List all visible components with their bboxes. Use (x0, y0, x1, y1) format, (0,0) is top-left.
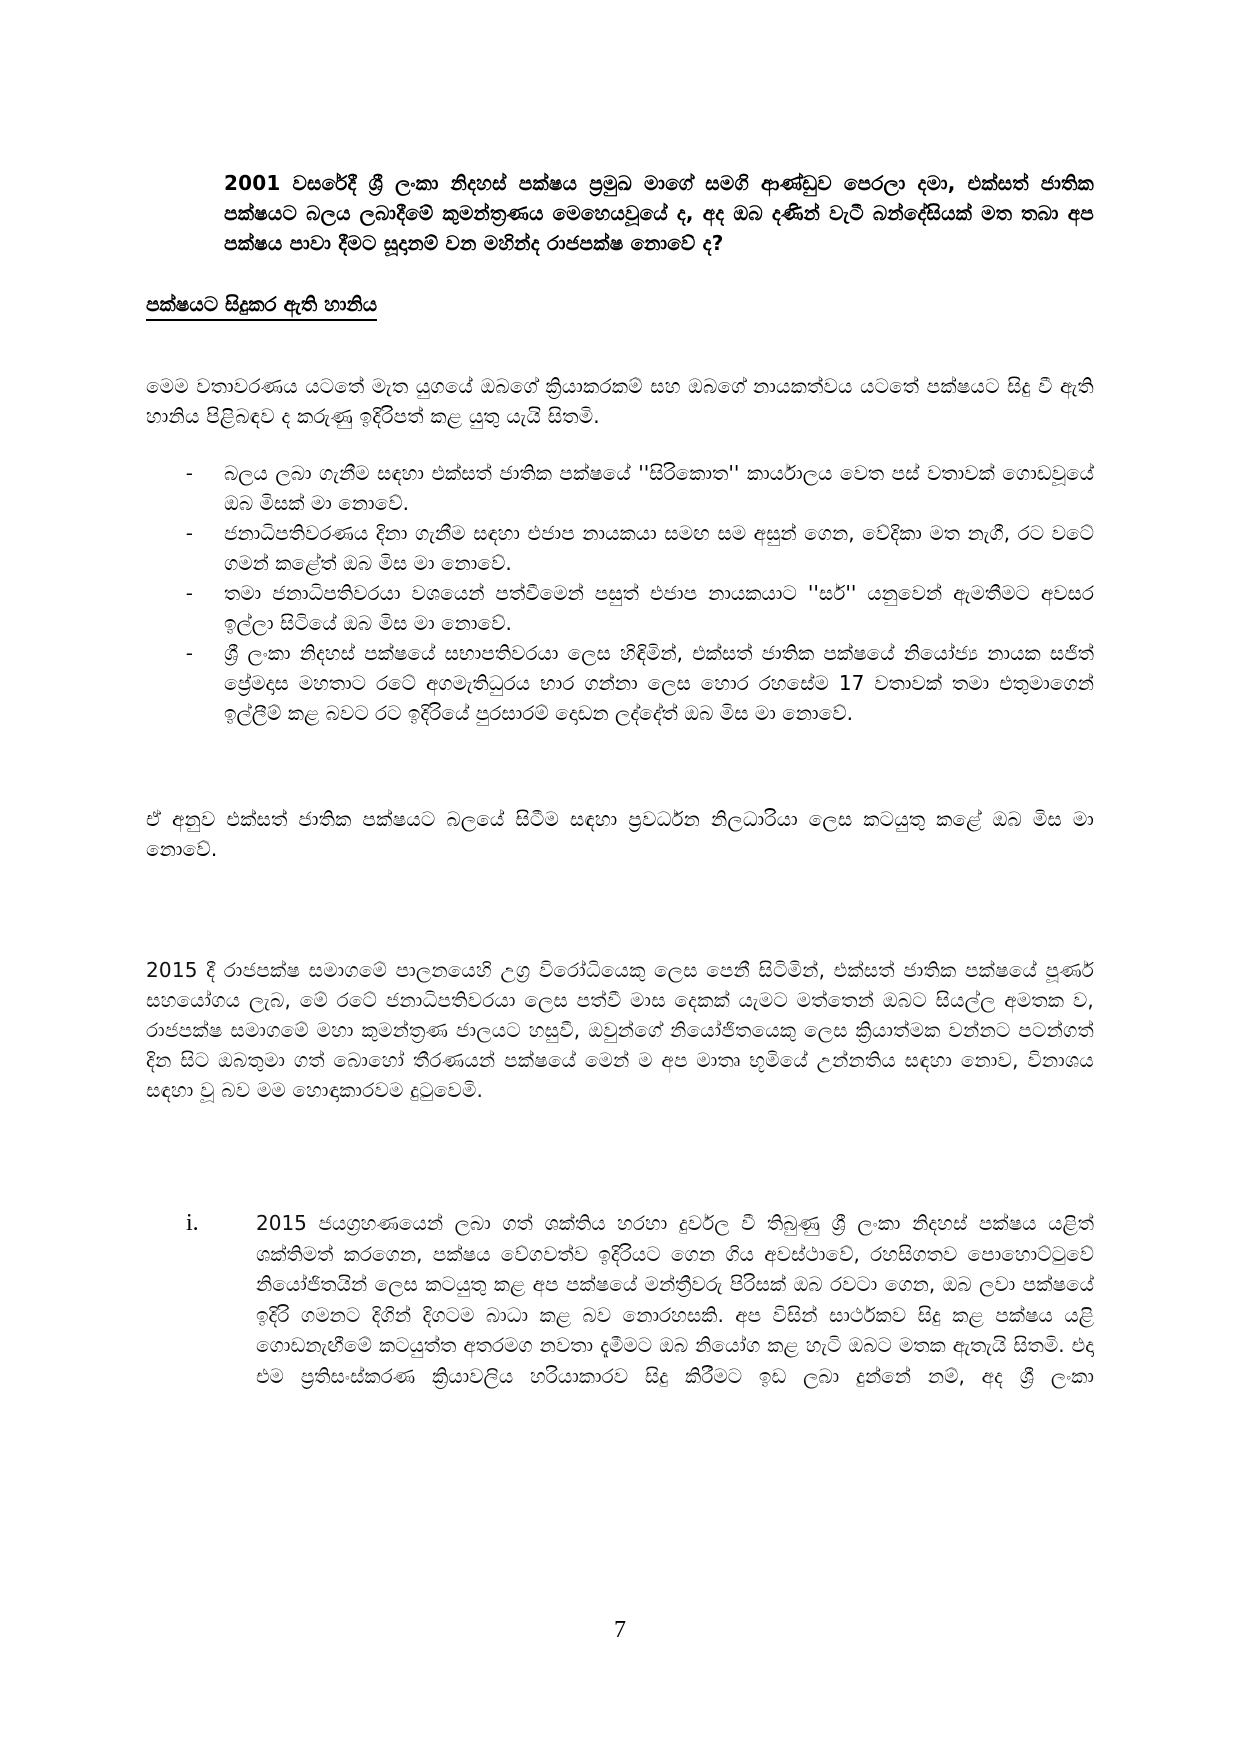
page-number: 7 (614, 1617, 626, 1643)
bullet-text: ශ්‍රී ලංකා නිදහස් පක්ෂයේ සභාපතිවරයා ලෙස හිඳිමින්, එක්සත් ජාතික පක්ෂයේ නියෝජ්‍ය නායක සජිත් ප්‍රේමදාස මහතාට රටේ අගමැතිධුරය භාර ගන්නා ලෙස හොර රහසේම 17 වතාවක් තමා එතුමාගෙන් ඉල්ලීම් කළ බවට රට ඉදිරියේ පුරසාරම් දොඩන ලද්දේත් ඔබ මිස මා නොවේ. (224, 641, 1094, 725)
roman-numeral-marker: i. (186, 1210, 199, 1236)
dash-bullet-icon: - (186, 642, 193, 664)
bullet-text: තමා ජනාධිපතිවරයා වශයෙන් පත්වීමෙන් පසුත් එජාප නායකයාට ''සර්'' යනුවෙන් ඇමතීමට අවසර ඉල්ලා සිටියේ ඔබ මිස මා නොවේ. (224, 581, 1094, 635)
bullet-item (146, 518, 1094, 578)
bullet-item (146, 638, 1094, 728)
numbered-item-text: 2015 ජයග්‍රහණයෙන් ලබා ගත් ශක්තිය හරහා දුර්වල වී තිබුණු ශ්‍රී ලංකා නිදහස් පක්ෂය යළිත් ශක්තිමත් කරගෙන, පක්ෂය වේගවත්ව ඉදිරියට ගෙන ගිය අවස්ථාවේ, රහසිගතව පොහොට්ටුවේ නියෝජිතයින් ලෙස කටයුතු කළ අප පක්ෂයේ මන්ත්‍රීවරු පිරිසක් ඔබ රවටා ගෙන, ඔබ ලවා පක්ෂයේ ඉදිරි ගමනට දිගින් දිගටම බාධා කළ බව නොරහසකි. අප විසින් සාර්ථකව සිදු කළ පක්ෂය යළි ගොඩනැඟීමේ කටයුත්ත අතරමග නවතා දැමීමට ඔබ නියෝග කළ හැටි ඔබට මතක ඇතැයි සිතමි. එදා එම ප්‍රතිසංස්කරණ ක්‍රියාවලිය හරියාකාරව සිදු කිරීමට ඉඩ ලබා දුන්නේ නම්, අද ශ්‍රී ලංකා (256, 1211, 1094, 1388)
numbered-item (146, 1208, 1094, 1411)
paragraph-2015: 2015 දී රාජපක්ෂ සමාගමේ පාලනයෙහි උග්‍ර විරෝධියෙකු ලෙස පෙනී සිටිමින්, එක්සත් ජාතික පක්ෂයේ පූර්ණ සහයෝගය ලැබ, මේ රටේ ජනාධිපතිවරයා ලෙස පත්වී මාස දෙකක් යැමට මත්තෙන් ඔබට සියල්ල අමතක ව, රාජපක්ෂ සමාගමේ මහා කුමන්ත්‍රණ ජාලයට හසුවී, ඔවුන්ගේ නියෝජිතයෙකු ලෙස ක්‍රියාත්මක වන්නට පටන්ගත් දින සිට ඔබතුමා ගත් බොහෝ තීරණයන් පක්ෂයේ මෙන් ම අප මාතෘ භූමියේ උන්නතිය සඳහා නොව, විනාශය සඳහා වූ බව මම හොඳාකාරවම දුටුවෙමි. (146, 958, 1094, 1102)
bullet-text: ජනාධිපතිවරණය දිනා ගැනීම සඳහා එජාප නායකයා සමඟ සම අසුන් ගෙන, වේදිකා මත නැගී, රට වටේ ගමන් කළේත් ඔබ මිස මා නොවේ. (224, 521, 1094, 575)
dash-bullet-icon: - (186, 522, 193, 544)
intro-paragraph: 2001 වසරේදී ශ්‍රී ලංකා නිදහස් පක්ෂය ප්‍රමුඛ මාගේ සමගි ආණ්ඩුව පෙරලා දමා, එක්සත් ජාතික පක්ෂයට බලය ලබාදීමේ කුමන්ත්‍රණය මෙහෙයවූයේ ද, අද ඔබ දණින් වැටී බන්දේසියක් මත තබා අප පක්ෂය පාවා දීමට සූදානම් වන මහින්ද රාජපක්ෂ නොවේ ද? (224, 171, 1094, 255)
bullet-text: බලය ලබා ගැනීම සඳහා එක්සත් ජාතික පක්ෂයේ ''සිරිකොත'' කාර්යාලය වෙත පස් වතාවක් ගොඩවූයේ ඔබ මිසක් මා නොවේ. (224, 461, 1094, 515)
bullet-item (146, 458, 1094, 518)
section-heading: පක්ෂයට සිදුකර ඇති හානිය (146, 290, 377, 321)
bullet-item (146, 578, 1094, 638)
result-paragraph: ඒ අනුව එක්සත් ජාතික පක්ෂයට බලයේ සිටීම සඳහා ප්‍රවර්ධන නිලධාරියා ලෙස කටයුතු කළේ ඔබ මිස මා නොවේ. (146, 807, 1094, 861)
lead-paragraph: මෙම වතාවරණය යටතේ මැත යුගයේ ඔබගේ ක්‍රියාකරකම් සහ ඔබගේ නායකත්වය යටතේ පක්ෂයට සිදු වී ඇති හානිය පිළිබඳව ද කරුණු ඉදිරිපත් කළ යුතු යැයි සිතමි. (146, 374, 1094, 428)
dash-bullet-icon: - (186, 462, 193, 484)
dash-bullet-icon: - (186, 582, 193, 604)
bullet-list (146, 458, 1094, 728)
